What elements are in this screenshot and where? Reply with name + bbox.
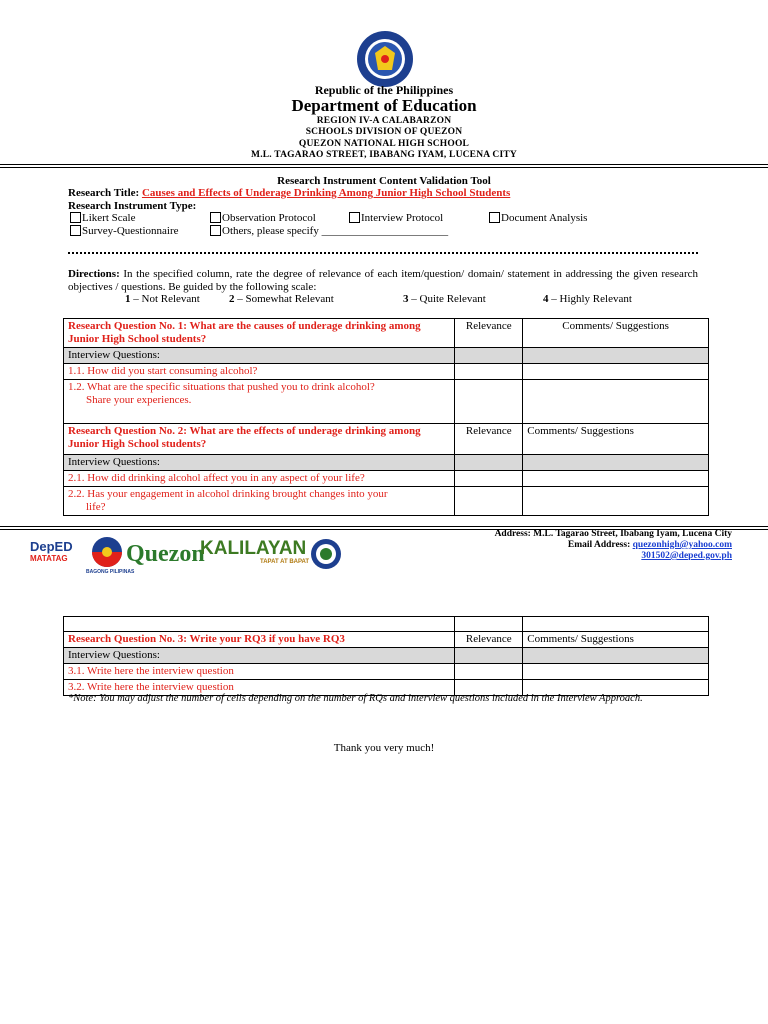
comments-cell[interactable] xyxy=(523,664,709,680)
comments-header: Comments/ Suggestions xyxy=(523,319,709,348)
rq2-header-row xyxy=(64,424,709,455)
header-divider-thin xyxy=(0,167,768,168)
option-survey[interactable]: Survey-Questionnaire xyxy=(70,225,179,238)
rq3-item-2: 3.2. Write here the interview question xyxy=(64,680,455,696)
validation-table xyxy=(63,318,709,516)
interview-questions-row xyxy=(64,348,709,364)
comments-header: Comments/ Suggestions xyxy=(523,424,709,455)
email-link-deped[interactable]: 301502@deped.gov.ph xyxy=(641,551,732,561)
checkbox[interactable] xyxy=(210,212,221,223)
relevance-cell[interactable] xyxy=(455,364,523,380)
form-title: Research Instrument Content Validation Tool xyxy=(277,175,491,187)
kalilayan-logo: KALILAYAN xyxy=(200,538,307,559)
rq3-header-row xyxy=(64,632,709,648)
scale-item-2: 2 – Somewhat Relevant xyxy=(229,293,334,305)
email-link-yahoo[interactable]: quezonhigh@yahoo.com xyxy=(632,540,732,550)
checkbox[interactable] xyxy=(70,225,81,236)
header-divider xyxy=(0,164,768,165)
table-row xyxy=(64,380,709,424)
relevance-cell[interactable] xyxy=(455,487,523,516)
table-row xyxy=(64,664,709,680)
footer-logos: DepED MATATAG BAGONG PILIPINAS Quezon KALILAYAN TAPAT AT BAPAT xyxy=(30,536,340,581)
option-interview[interactable]: Interview Protocol xyxy=(349,212,443,225)
relevance-header: Relevance xyxy=(455,319,523,348)
department-heading: Department of Education xyxy=(291,96,477,115)
rq1-item-2: 1.2. What are the specific situations that pushed you to drink alcohol? Share your experiences. xyxy=(64,380,455,424)
checkbox[interactable] xyxy=(489,212,500,223)
table-row xyxy=(64,364,709,380)
table-row xyxy=(64,471,709,487)
footer-divider xyxy=(0,526,768,527)
footer-address-block xyxy=(495,529,732,562)
checkbox[interactable] xyxy=(210,225,221,236)
rq1-header-row xyxy=(64,319,709,348)
directions-text: In the specified column, rate the degree of relevance of each item/question/ domain/ statement in addressing the given research objectives / questions. Be guided by the following scale: xyxy=(68,268,698,293)
comments-cell[interactable] xyxy=(523,471,709,487)
email-label: Email Address: xyxy=(567,540,633,550)
research-title-line xyxy=(68,187,708,200)
comments-header: Comments/ Suggestions xyxy=(523,632,709,648)
interview-questions-label: Interview Questions: xyxy=(64,348,455,364)
rq1-question: Research Question No. 1: What are the causes of underage drinking among Junior High School students? xyxy=(64,319,455,348)
interview-questions-label: Interview Questions: xyxy=(64,455,455,471)
division-heading: SCHOOLS DIVISION OF QUEZON xyxy=(305,127,463,137)
comments-cell[interactable] xyxy=(523,487,709,516)
blank-row xyxy=(64,617,709,632)
research-title-label: Research Title: xyxy=(68,187,142,199)
scale-item-4: 4 – Highly Relevant xyxy=(543,293,632,305)
rq1-item-1: 1.1. How did you start consuming alcohol? xyxy=(64,364,455,380)
republic-heading: Republic of the Philippines xyxy=(314,83,454,97)
directions-label: Directions: xyxy=(68,268,120,280)
relevance-cell[interactable] xyxy=(455,380,523,424)
school-seal-logo xyxy=(310,538,342,570)
bagong-pilipinas-logo xyxy=(88,536,126,568)
interview-questions-label: Interview Questions: xyxy=(64,648,455,664)
rq3-item-1: 3.1. Write here the interview question xyxy=(64,664,455,680)
option-others[interactable]: Others, please specify _______________________ xyxy=(210,225,448,238)
interview-questions-row xyxy=(64,648,709,664)
comments-cell[interactable] xyxy=(523,380,709,424)
relevance-header: Relevance xyxy=(455,632,523,648)
thank-you-text: Thank you very much! xyxy=(333,742,435,754)
validation-table-rq3 xyxy=(63,616,709,696)
comments-cell[interactable] xyxy=(523,364,709,380)
option-document[interactable]: Document Analysis xyxy=(489,212,587,225)
scale-item-1: 1 – Not Relevant xyxy=(125,293,200,305)
option-likert[interactable]: Likert Scale xyxy=(70,212,135,225)
instrument-type-label: Research Instrument Type: xyxy=(68,200,197,212)
checkbox[interactable] xyxy=(349,212,360,223)
directions xyxy=(68,268,698,293)
rq2-item-1: 2.1. How did drinking alcohol affect you in any aspect of your life? xyxy=(64,471,455,487)
rq2-question: Research Question No. 2: What are the effects of underage drinking among Junior High School students? xyxy=(64,424,455,455)
scale-item-3: 3 – Quite Relevant xyxy=(403,293,486,305)
deped-seal-logo xyxy=(356,30,414,88)
option-observation[interactable]: Observation Protocol xyxy=(210,212,316,225)
interview-questions-row xyxy=(64,455,709,471)
rq3-question: Research Question No. 3: Write your RQ3 if you have RQ3 xyxy=(64,632,455,648)
table-row xyxy=(64,487,709,516)
relevance-header: Relevance xyxy=(455,424,523,455)
quezon-logo: Quezon xyxy=(126,541,205,567)
relevance-cell[interactable] xyxy=(455,471,523,487)
note-text: *Note: You may adjust the number of cells depending on the number of RQs and interview questions included in the Interview Approach. xyxy=(68,693,643,704)
school-heading: QUEZON NATIONAL HIGH SCHOOL xyxy=(298,139,470,149)
dotted-divider xyxy=(68,252,698,254)
region-heading: REGION IV-A CALABARZON xyxy=(316,116,452,126)
checkbox[interactable] xyxy=(70,212,81,223)
relevance-cell[interactable] xyxy=(455,664,523,680)
school-address-heading: M.L. TAGARAO STREET, IBABANG IYAM, LUCENA CITY xyxy=(251,150,517,160)
deped-matatag-logo: DepED MATATAG xyxy=(30,539,73,563)
footer-address: Address: M.L. Tagarao Street, Ibabang Iyam, Lucena City xyxy=(494,529,732,539)
research-title-value: Causes and Effects of Underage Drinking Among Junior High School Students xyxy=(141,187,511,199)
rq2-item-2: 2.2. Has your engagement in alcohol drinking brought changes into your life? xyxy=(64,487,455,516)
